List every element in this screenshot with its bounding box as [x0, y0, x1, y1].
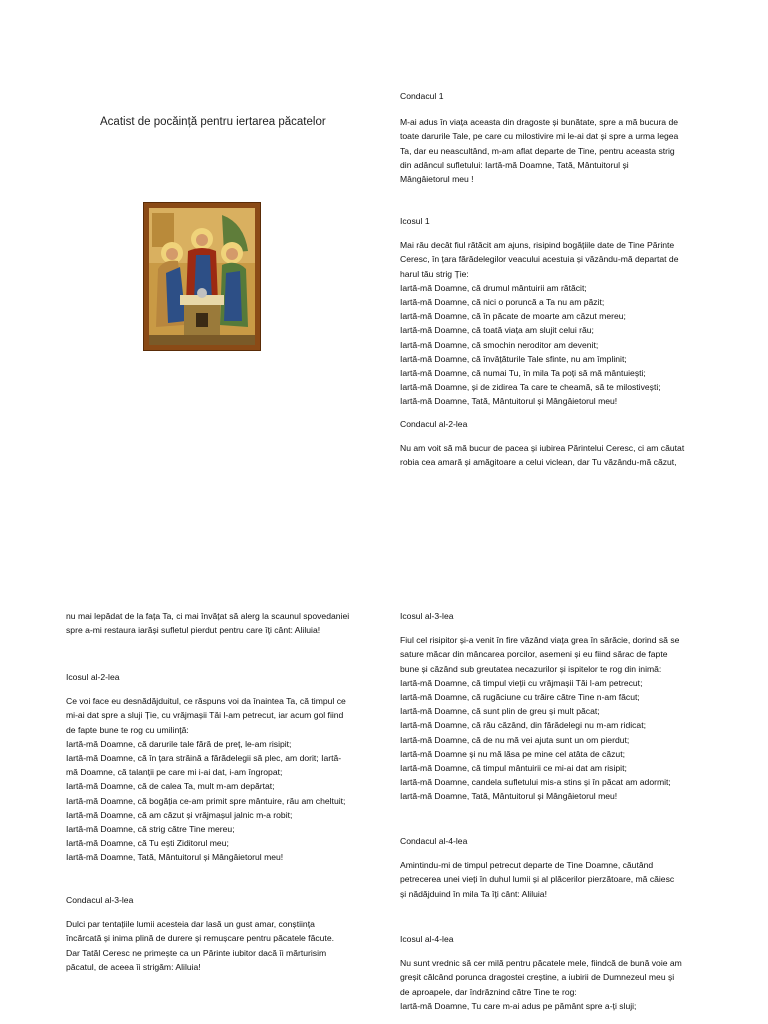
text-line: Mai rău decât fiul rătăcit am ajuns, risipind bogățiile date de Tine Părinte: [400, 240, 675, 251]
text-line: Iartă-mă Doamne, Tată, Mântuitorul și Mângâietorul meu!: [400, 791, 618, 802]
text-line: sature măcar din mâncarea porcilor, asemeni și eu fiind sărac de fapte: [400, 649, 668, 660]
text-line: păcatul, de aceea îi strigăm: Aliluia!: [66, 961, 201, 972]
text-line: Iartă-mă Doamne, că sunt plin de greu și mult păcat;: [400, 706, 600, 717]
text-line: Mângâietorul meu !: [400, 174, 474, 185]
text-line: greșit călcând porunca dragostei creștine, a iubirii de Dumnezeul meu și: [400, 972, 675, 983]
text-line: Iartă-mă Doamne, că de calea Ta, mult m-am depărtat;: [66, 781, 275, 792]
text-line: de fapte bune te rog cu umilință:: [66, 724, 189, 735]
text-line: Iartă-mă Doamne, Tată, Mântuitorul și Mângâietorul meu!: [66, 852, 284, 863]
section-condacul-2-continuation: [66, 609, 349, 637]
text-line: M-ai adus în viața aceasta din dragoste și bunătate, spre a mă bucura de: [400, 117, 679, 128]
section-heading: Condacul al-4-lea: [400, 836, 468, 846]
text-line: Iartă-mă Doamne, că nici o poruncă a Ta nu am păzit;: [400, 297, 605, 308]
text-line: Iartă-mă Doamne, și de zidirea Ta care te cheamă, să te milostivești;: [400, 382, 661, 393]
section-icosul-4: [400, 932, 682, 1013]
text-line: Iartă-mă Doamne, că am căzut și vrăjmașul jalnic m-a robit;: [66, 809, 293, 820]
text-line: Iartă-mă Doamne, că toată viața am slujit celui rău;: [400, 325, 594, 336]
text-line: din adâncul sufletului: Iartă-mă Doamne, Tată, Mântuitorul și: [400, 159, 629, 170]
section-heading: Icosul al-4-lea: [400, 934, 454, 944]
text-line: Iartă-mă Doamne, Tată, Mântuitorul și Mângâietorul meu!: [400, 396, 618, 407]
section-condacul-3: [66, 893, 334, 974]
text-line: Dar Tatăl Ceresc ne primește ca un Părinte iubitor dacă îi mărturisim: [66, 947, 327, 958]
section-condacul-4: [400, 834, 674, 901]
section-heading: Condacul 1: [400, 91, 444, 101]
section-icosul-3: [400, 609, 679, 804]
text-line: Iartă-mă Doamne, că în țara străină a fărădelegii să plec, am dorit; Iartă-: [66, 753, 342, 764]
text-line: bune și căzând sub greutatea necazurilor și ispitelor te rog din inimă:: [400, 663, 662, 674]
text-line: Iartă-mă Doamne, că rugăciune cu trăire către Tine n-am făcut;: [400, 692, 640, 703]
section-heading: Icosul al-2-lea: [66, 672, 120, 682]
text-line: Iartă-mă Doamne, că timpul vieții cu vrăjmașii Tăi l-am petrecut;: [400, 677, 643, 688]
text-line: Iartă-mă Doamne, că strig către Tine mereu;: [66, 824, 235, 835]
holy-trinity-icon-image: [143, 202, 261, 351]
text-line: nu mai lepădat de la fața Ta, ci mai învățat să alerg la scaunul spovedaniei: [66, 611, 350, 621]
text-line: Dulci par tentațiile lumii acesteia dar lasă un gust amar, conștiința: [66, 919, 315, 930]
text-line: mă Doamne, că talanții pe care mi i-ai dat, i-am îngropat;: [66, 767, 283, 778]
section-heading: Condacul al-3-lea: [66, 895, 134, 905]
section-heading: Condacul al-2-lea: [400, 419, 468, 429]
text-line: Iartă-mă Doamne, Tu care m-ai adus pe pământ spre a-ți sluji;: [400, 1000, 637, 1011]
section-condacul-2: [400, 417, 684, 470]
text-line: Iartă-mă Doamne, că Tu ești Ziditorul meu;: [66, 838, 229, 849]
text-line: Iartă-mă Doamne, că numai Tu, în mila Ta poți să mă mântuiești;: [400, 368, 646, 379]
text-line: toate darurile Tale, pe care cu milostivire mi le-ai dat și spre a urma legea: [400, 131, 679, 142]
text-line: Iartă-mă Doamne, că rău căzând, din fărădelegi nu m-am ridicat;: [400, 720, 646, 731]
text-line: Iartă-mă Doamne, că timpul mântuirii ce mi-ai dat am risipit;: [400, 763, 627, 774]
text-line: Iartă-mă Doamne, că darurile tale fără de preț, le-am risipit;: [66, 738, 292, 749]
text-line: Iartă-mă Doamne, că de nu mă vei ajuta sunt un om pierdut;: [400, 734, 630, 745]
text-line: Ta, dar eu neascultând, m-am aflat departe de Tine, pentru aceasta strig: [400, 145, 675, 156]
section-condacul-1: [400, 89, 678, 186]
text-line: Nu am voit să mă bucur de pacea și iubirea Părintelui Ceresc, ci am căutat: [400, 443, 685, 454]
text-line: încărcată și inima plină de durere și remușcare pentru păcatele făcute.: [66, 933, 334, 944]
text-line: Amintindu-mi de timpul petrecut departe de Tine Doamne, căutând: [400, 860, 654, 871]
section-heading: Icosul al-3-lea: [400, 611, 454, 621]
text-line: Iartă-mă Doamne, că învățăturile Tale sfinte, nu am împlinit;: [400, 353, 627, 364]
text-line: Iartă-mă Doamne, că drumul mântuirii am rătăcit;: [400, 282, 587, 293]
trinity-icon-drawing: [144, 203, 260, 350]
document-title: Acatist de pocăință pentru iertarea păcatelor: [100, 116, 326, 128]
text-line: Iartă-mă Doamne, că smochin neroditor am devenit;: [400, 339, 599, 350]
text-line: robia cea amară și amăgitoare a celui viclean, dar Tu văzându-mă căzut,: [400, 457, 677, 468]
text-line: Iartă-mă Doamne, că în păcate de moarte am căzut mereu;: [400, 311, 626, 322]
text-line: Ceresc, în țara fărădelegilor veacului acestuia și văzându-mă departat de: [400, 254, 679, 265]
text-line: și nădăjduind în mila Ta îți cânt: Aliluia!: [400, 888, 547, 899]
text-line: de aproapele, dar îndrăznind către Tine te rog:: [400, 986, 577, 997]
text-line: spre a-mi restaura iarăși sufletul pierdut pentru care îți cânt: Aliluia!: [66, 625, 321, 636]
section-icosul-1: [400, 214, 679, 409]
text-line: Iartă-mă Doamne, că bogăția ce-am primit spre mântuire, rău am cheltuit;: [66, 795, 346, 806]
section-heading: Icosul 1: [400, 216, 430, 226]
text-line: Nu sunt vrednic să cer milă pentru păcatele mele, fiindcă de bună voie am: [400, 958, 682, 969]
text-line: mi-ai dat spre a sluji Ție, cu vrăjmașii Tăi l-am petrecut, iar acum gol fiind: [66, 710, 344, 721]
text-line: Ce voi face eu desnădăjduitul, ce răspuns voi da înaintea Ta, că timpul ce: [66, 696, 346, 707]
text-line: Iartă-mă Doamne, candela sufletului mis-a stins și în păcat am adormit;: [400, 777, 671, 788]
text-line: petrecerea unei vieți în duhul lumii și al plăcerilor pierzătoare, mă căiesc: [400, 874, 675, 885]
text-line: Iartă-mă Doamne și nu mă lăsa pe mine cel atâta de căzut;: [400, 748, 625, 759]
text-line: Fiul cel risipitor și-a venit în fire văzând viața grea în sărăcie, dorind să se: [400, 635, 680, 646]
text-line: harul tău strig Ție:: [400, 268, 469, 279]
section-icosul-2: [66, 670, 346, 865]
